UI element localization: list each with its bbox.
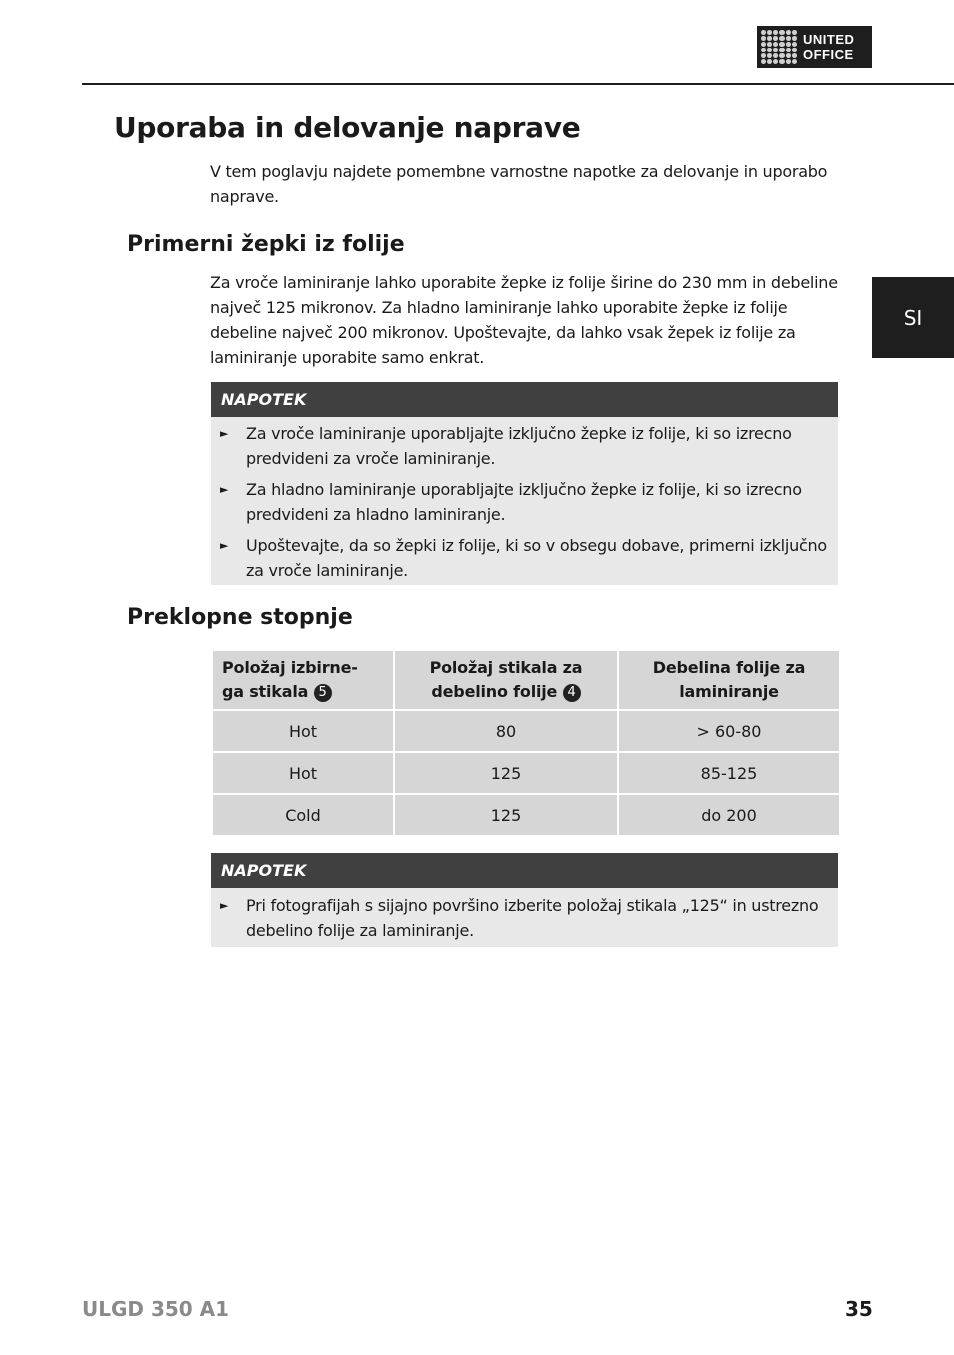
table-row [212, 710, 840, 752]
language-tab: SI [872, 277, 954, 358]
header-rule [82, 83, 954, 85]
table-row [212, 752, 840, 794]
table-header-row [212, 650, 840, 710]
logo-dot-grid-icon [761, 30, 797, 64]
table-cell: Hot [212, 752, 394, 794]
table-header-cell: Položaj izbirne- ga stikala 5 [212, 650, 394, 710]
arrow-bullet-icon: ► [220, 427, 229, 440]
note-item [211, 421, 838, 471]
intro-paragraph: V tem poglavju najdete pomembne varnostne napotke za delovanje in uporabo naprave. [210, 162, 828, 206]
arrow-bullet-icon: ► [220, 483, 229, 496]
table-cell: 125 [394, 794, 618, 836]
note-item-text: Za hladno laminiranje uporabljajte izključno žepke iz folije, ki so izrecno predvideni za hladno laminiranje. [246, 480, 802, 524]
logo-text [803, 32, 854, 62]
table-cell: 125 [394, 752, 618, 794]
section-heading-foils: Primerni žepki iz folije [127, 232, 405, 257]
footer-model-number: ULGD 350 A1 [82, 1297, 230, 1321]
table-cell: Cold [212, 794, 394, 836]
table-row [212, 794, 840, 836]
logo-line1: UNITED [803, 32, 855, 47]
section-heading-switch-levels: Preklopne stopnje [127, 605, 353, 630]
note-item-text: Upoštevajte, da so žepki iz folije, ki so v obsegu dobave, primerni izključno za vroče laminiranje. [246, 536, 827, 580]
note-heading: NAPOTEK [211, 382, 838, 417]
arrow-bullet-icon: ► [220, 899, 229, 912]
table-header-cell: Debelina folije za laminiranje [618, 650, 840, 710]
table-cell: Hot [212, 710, 394, 752]
page-number: 35 [845, 1297, 873, 1321]
logo-line2: OFFICE [803, 47, 854, 62]
callout-number-4-icon: 4 [563, 684, 581, 702]
note-item [211, 477, 838, 527]
table-cell: do 200 [618, 794, 840, 836]
table-cell: 85-125 [618, 752, 840, 794]
note-item-text: Za vroče laminiranje uporabljajte izključno žepke iz folije, ki so izrecno predvideni za vroče laminiranje. [246, 424, 792, 468]
note-box [211, 382, 838, 585]
note-item [211, 893, 838, 943]
note-item-text: Pri fotografijah s sijajno površino izberite položaj stikala „125“ in ustrezno debelino folije za laminiranje. [246, 896, 819, 940]
table-header-cell: Položaj stikala za debelino folije 4 [394, 650, 618, 710]
note-box [211, 853, 838, 947]
callout-number-5-icon: 5 [314, 684, 332, 702]
page-title: Uporaba in delovanje naprave [114, 111, 581, 144]
table-cell: 80 [394, 710, 618, 752]
switch-levels-table [211, 649, 841, 837]
foils-paragraph: Za vroče laminiranje lahko uporabite žepke iz folije širine do 230 mm in debeline največ 125 mikronov. Za hladno laminiranje lahko uporabite žepke iz folije debeline največ 200 mikronov. Upoštevajte, da lahko vsak žepek iz folije za laminiranje uporabite samo enkrat. [210, 273, 838, 367]
brand-logo [757, 26, 872, 68]
arrow-bullet-icon: ► [220, 539, 229, 552]
note-item [211, 533, 838, 583]
note-heading: NAPOTEK [211, 853, 838, 888]
table-cell: > 60-80 [618, 710, 840, 752]
